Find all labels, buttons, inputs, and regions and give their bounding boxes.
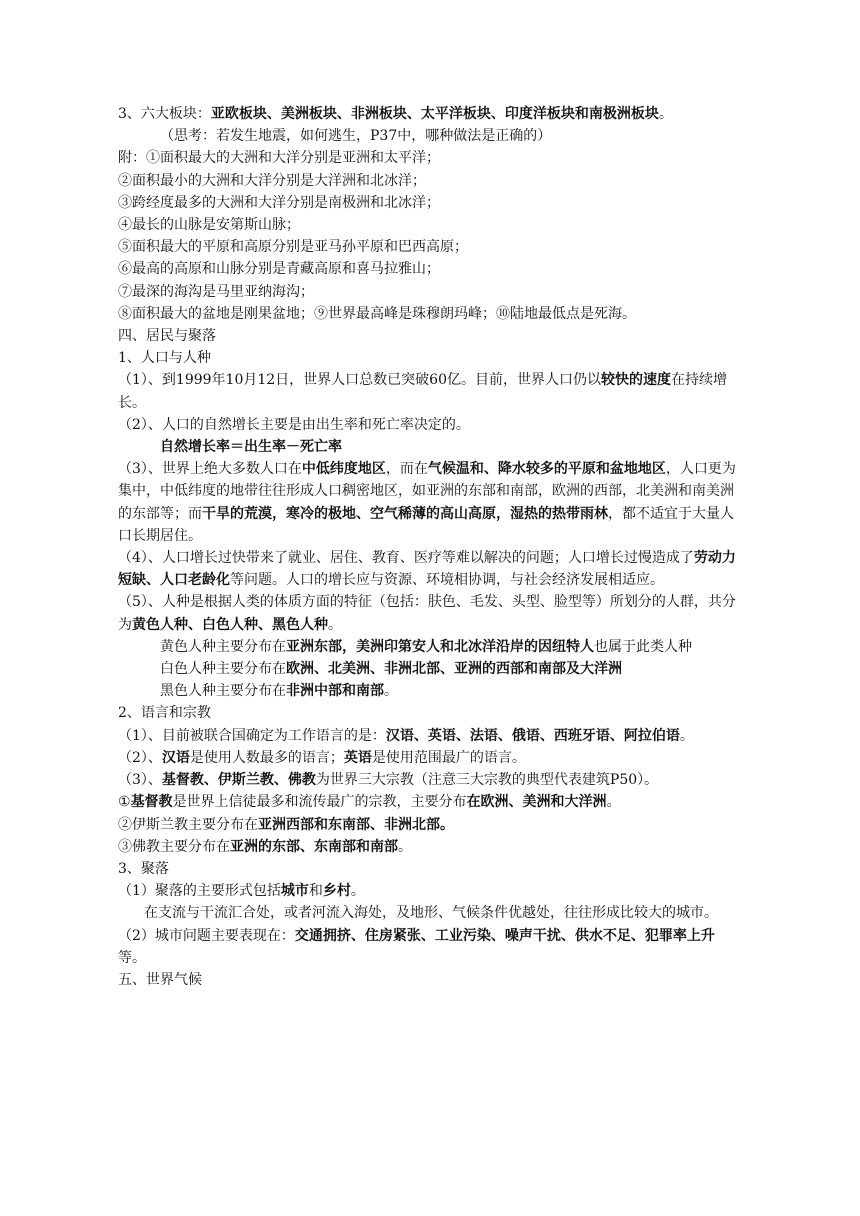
text-span: ②面积最小的大洲和大洋分别是大洋洲和北冰洋；	[118, 172, 426, 189]
text-span: （4）、人口增长过快带来了就业、居住、教育、医疗等难以解决的问题；人口增长过慢造成了	[118, 550, 694, 567]
bold-text: 亚欧板块、美洲板块、非洲板块、太平洋板块、印度洋板块和南极洲板块	[210, 106, 659, 122]
text-line	[118, 436, 738, 458]
text-line	[118, 369, 738, 413]
text-span: 等问题。人口的增长应与资源、环境相协调，与社会经济发展相适应。	[230, 572, 664, 589]
text-line	[118, 747, 738, 769]
text-line	[118, 236, 738, 258]
text-line	[118, 658, 738, 680]
text-span: 在持续增长。	[118, 372, 727, 411]
text-line	[118, 880, 738, 902]
text-span: ，而在	[385, 461, 428, 478]
text-span: 是使用人数最多的语言；	[189, 749, 344, 766]
text-span: 。	[384, 683, 398, 700]
bold-text: 汉语、英语、法语、俄语、西班牙语、阿拉伯语	[385, 727, 680, 744]
text-span: 黄色人种主要分布在	[160, 638, 286, 655]
bold-text: 劳动力短缺、人口老龄化	[118, 550, 736, 589]
text-line	[118, 858, 738, 880]
text-line	[118, 791, 738, 813]
bold-text: 交通拥挤、住房紧张、工业污染、噪声干扰、供水不足、犯罪率上升	[294, 927, 715, 944]
text-span: 2、语言和宗教	[118, 705, 211, 722]
bold-text: 在欧洲、美洲和大洋洲	[466, 794, 607, 811]
text-line	[118, 680, 738, 702]
text-span: （1）、到1999年10月12日，世界人口总数已突破60亿。目前，世界人口仍以	[118, 372, 601, 389]
text-span: 白色人种主要分布在	[160, 661, 286, 678]
text-span: ，都不适宜于大量人口长期居住。	[118, 505, 734, 544]
text-span: ⑤面积最大的平原和高原分别是亚马孙平原和巴西高原；	[118, 239, 468, 256]
bold-text: 汉语	[161, 749, 190, 766]
text-span: 。	[398, 838, 412, 855]
text-line	[118, 214, 738, 236]
text-span: 为世界三大宗教（注意三大宗教的典型代表建筑P50）。	[315, 772, 659, 789]
bold-text: 亚洲的东部、东南部和南部	[230, 838, 398, 855]
text-span: ③跨经度最多的大洲和大洋分别是南极洲和北冰洋；	[118, 194, 440, 211]
bold-text: 基督教	[130, 794, 173, 811]
text-span: 。	[606, 794, 621, 811]
text-line	[118, 925, 738, 969]
text-span: （1）聚落的主要形式包括	[118, 883, 281, 900]
bold-text: 气候温和、降水较多的平原和盆地地区	[427, 461, 666, 478]
text-span: 3、聚落	[118, 860, 169, 877]
text-span: 也属于此类人种	[594, 638, 692, 655]
bold-text: 亚洲东部，美洲印第安人和北冰洋沿岸的因纽特人	[286, 638, 594, 655]
text-span: 。	[658, 106, 673, 122]
text-span: 五、世界气候	[118, 971, 202, 988]
bold-text: 城市	[280, 883, 309, 900]
text-span: 和	[308, 883, 323, 900]
bold-text: 中低纬度地区	[301, 461, 386, 478]
bold-text: 亚洲西部和东南部、非洲北部。	[258, 816, 454, 833]
text-span: 是使用范围最广的语言。	[371, 749, 526, 766]
text-line	[118, 969, 738, 991]
text-span: ⑦最深的海沟是马里亚纳海沟；	[118, 283, 314, 300]
text-span: 。	[679, 727, 694, 744]
text-span: 。	[350, 883, 365, 900]
text-span: （2）城市问题主要表现在：	[118, 927, 295, 944]
text-span: 3、六大板块：	[118, 106, 211, 122]
bold-text: 英语	[343, 749, 372, 766]
text-span: ①	[118, 794, 131, 811]
text-line	[118, 814, 738, 836]
text-line	[118, 281, 738, 303]
text-line	[118, 769, 738, 791]
text-span: 四、居民与聚落	[118, 328, 216, 345]
document-page	[118, 103, 738, 991]
text-span: （3）、世界上绝大多数人口在	[118, 461, 302, 478]
text-span: 在支流与干流汇合处，或者河流入海处，及地形、气候条件优越处，往往形成比较大的城市。	[144, 905, 718, 922]
text-line	[118, 591, 738, 635]
text-line	[118, 547, 738, 591]
text-span: （思考：若发生地震，如何逃生，P37中，哪种做法是正确的）	[160, 128, 552, 145]
text-span: ，人口更为集中，中低纬度的地带往往形成人口稠密地区，如亚洲的东部和南部，欧洲的西部，北美洲和南美洲的东部等；而	[118, 461, 736, 522]
bold-text: 干旱的荒漠，寒冷的极地、空气稀薄的高山高原，湿热的热带雨林	[202, 505, 608, 522]
text-span: 。	[328, 616, 342, 633]
text-line	[118, 258, 738, 280]
bold-text: 自然增长率＝出生率－死亡率	[160, 439, 342, 456]
text-line	[118, 414, 738, 436]
text-line	[118, 125, 738, 147]
bold-text: 较快的速度	[600, 372, 671, 389]
text-span: ③佛教主要分布在	[118, 838, 230, 855]
bold-text: 乡村	[322, 883, 351, 900]
text-line	[118, 725, 738, 747]
bold-text: 非洲中部和南部	[286, 683, 384, 700]
bold-text: 基督教、伊斯兰教、佛教	[161, 772, 316, 789]
text-line	[118, 902, 738, 924]
text-span: 1、人口与人种	[118, 350, 211, 367]
text-span: 等。	[118, 949, 146, 966]
text-span: ⑥最高的高原和山脉分别是青藏高原和喜马拉雅山；	[118, 261, 440, 278]
text-span: 黑色人种主要分布在	[160, 683, 286, 700]
text-line	[118, 170, 738, 192]
text-line	[118, 636, 738, 658]
text-span: ④最长的山脉是安第斯山脉；	[118, 217, 300, 234]
text-span: 是世界上信徒最多和流传最广的宗教，主要分布	[172, 794, 467, 811]
text-span: （1）、目前被联合国确定为工作语言的是：	[118, 727, 386, 744]
text-line	[118, 702, 738, 724]
text-span: ②伊斯兰教主要分布在	[118, 816, 258, 833]
text-span: 附：①面积最大的大洲和大洋分别是亚洲和太平洋；	[118, 150, 440, 167]
text-span: （5）、人种是根据人类的体质方面的特征（包括：肤色、毛发、头型、脸型等）所划分的人群，共分为	[118, 594, 736, 633]
text-line	[118, 458, 738, 547]
bold-text: 黄色人种、白色人种、黑色人种	[132, 616, 328, 633]
text-span: ⑧面积最大的盆地是刚果盆地；⑨世界最高峰是珠穆朗玛峰；⑩陆地最低点是死海。	[118, 305, 636, 322]
text-line	[118, 303, 738, 325]
text-line	[118, 103, 738, 125]
bold-text: 欧洲、北美洲、非洲北部、亚洲的西部和南部及大洋洲	[286, 661, 622, 678]
text-line	[118, 836, 738, 858]
text-span: （2）、	[118, 749, 162, 766]
text-span: （3）、	[118, 772, 162, 789]
text-line	[118, 325, 738, 347]
text-line	[118, 347, 738, 369]
text-span: （2）、人口的自然增长主要是由出生率和死亡率决定的。	[118, 416, 470, 433]
text-line	[118, 192, 738, 214]
text-line	[118, 147, 738, 169]
